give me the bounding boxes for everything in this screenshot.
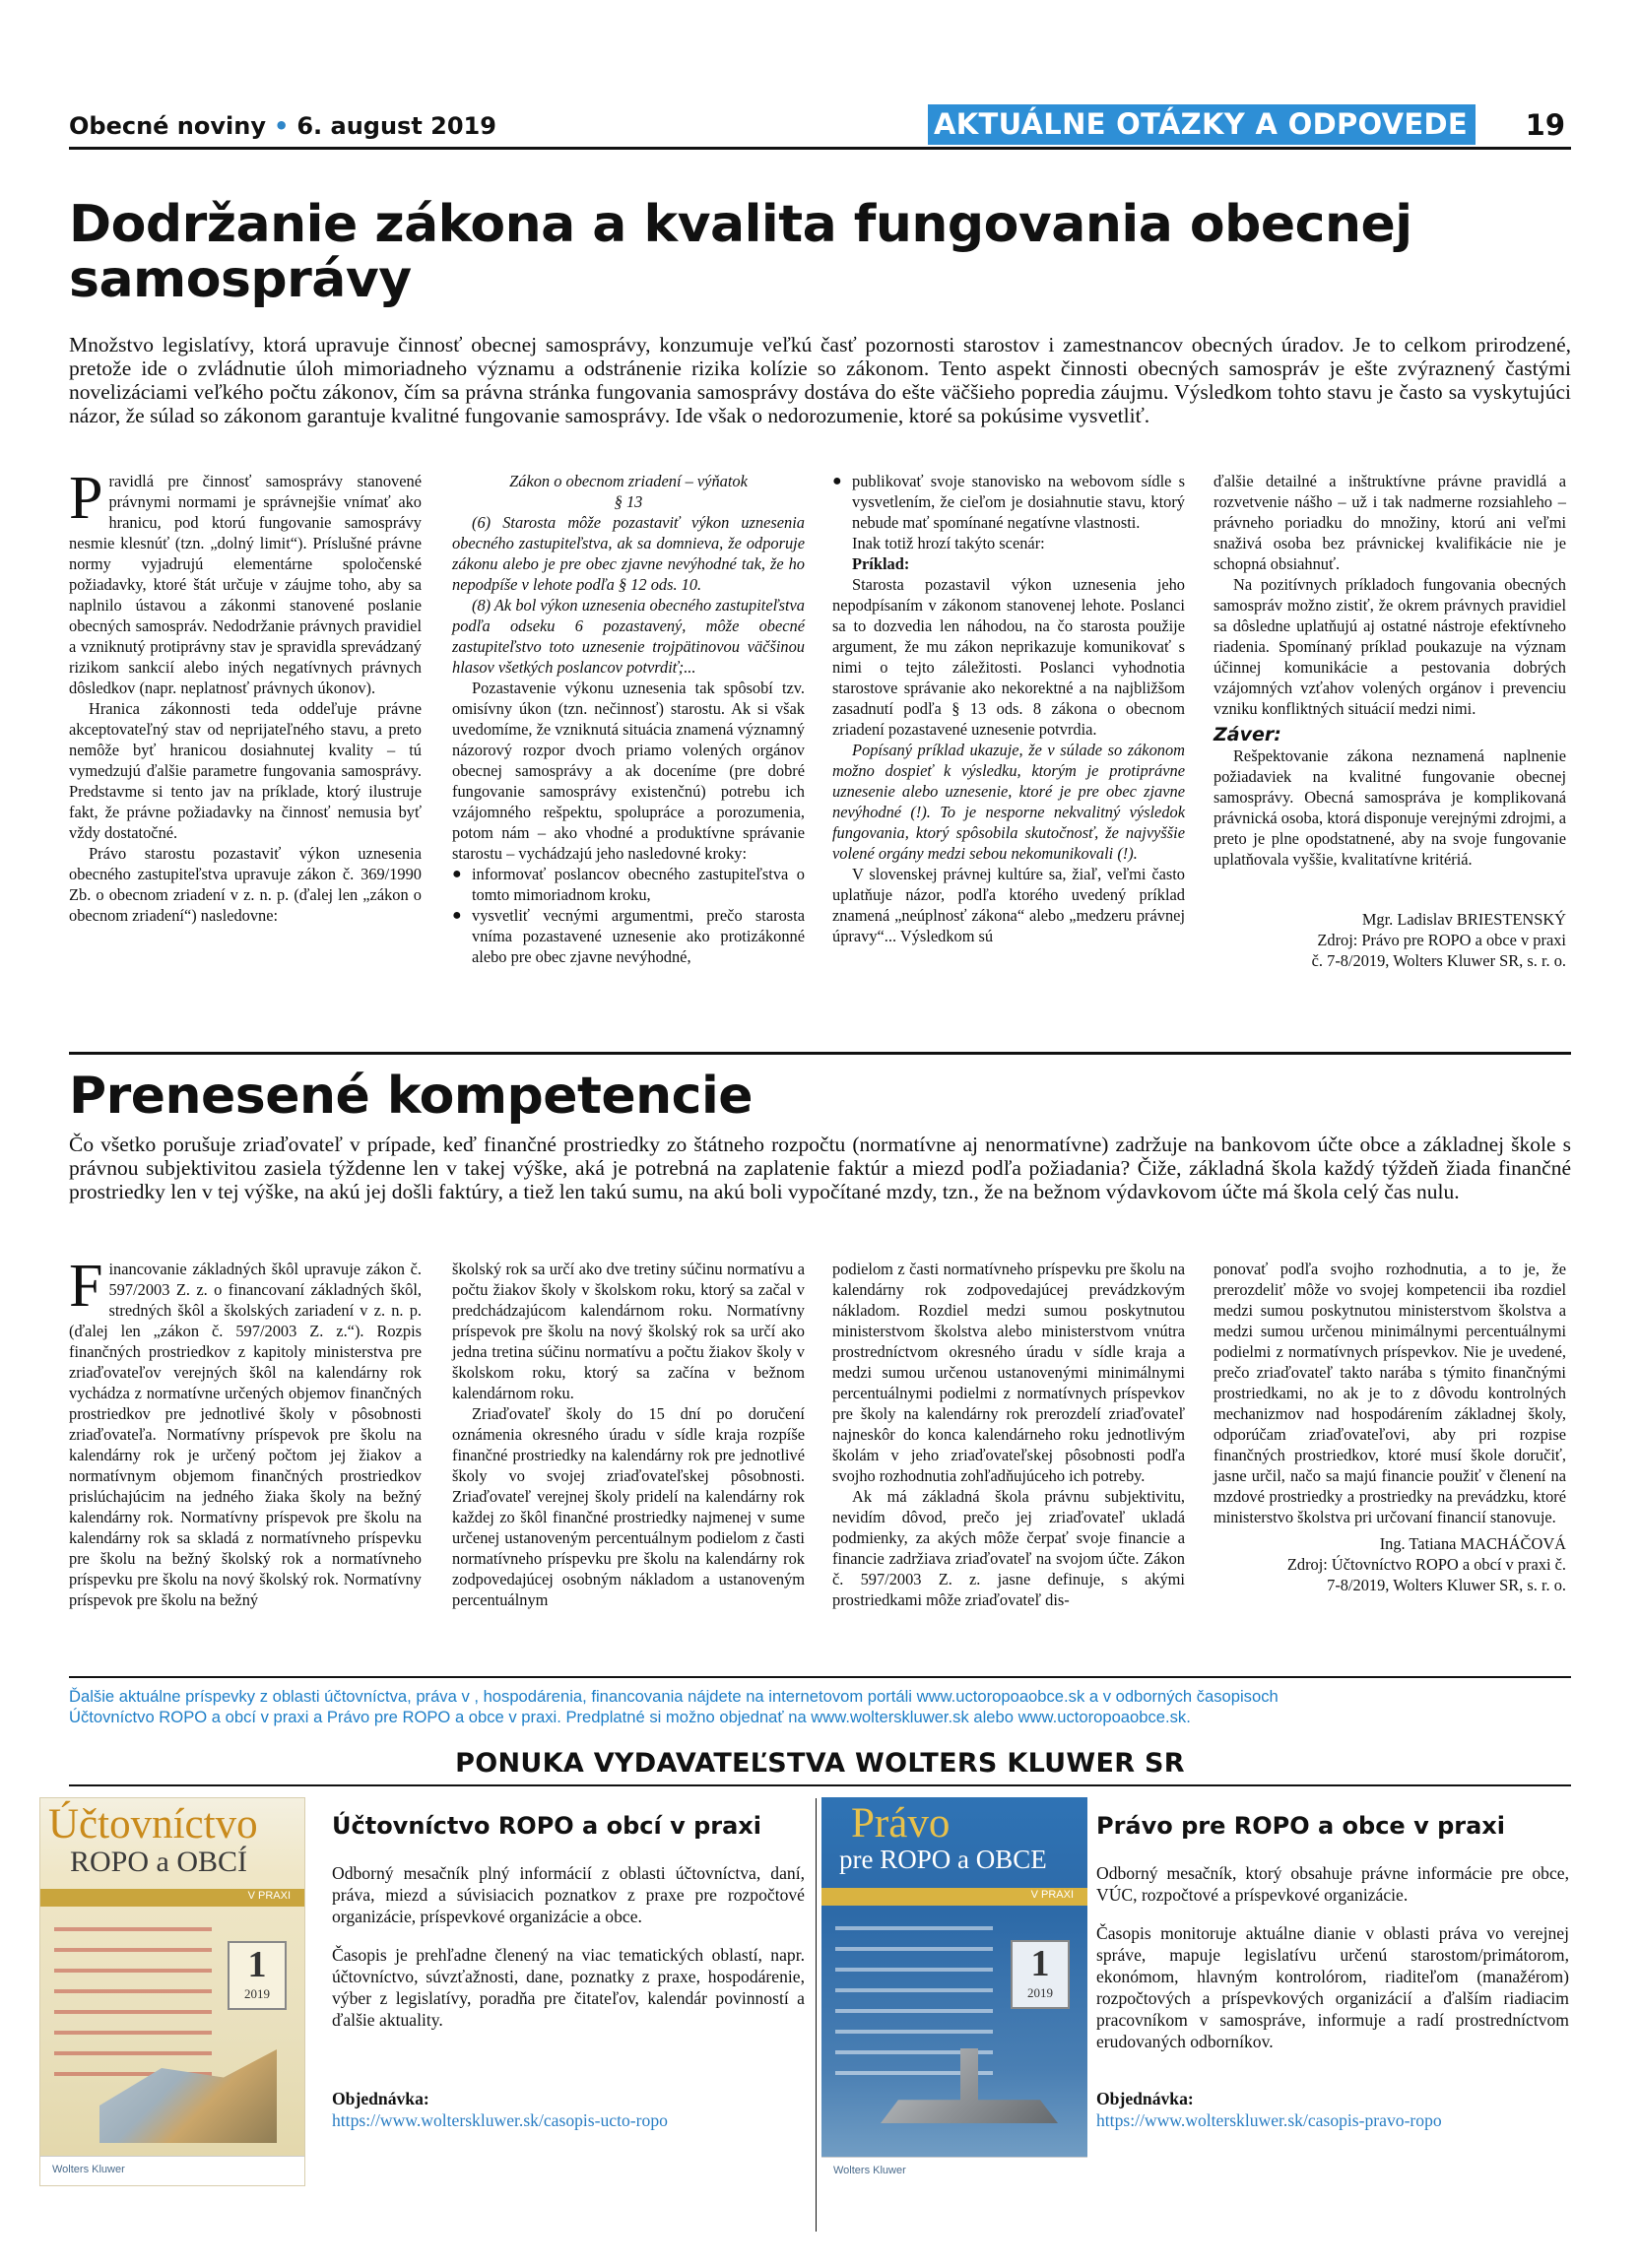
article2-column-4 (1214, 1259, 1566, 1595)
dropcap: F (69, 1253, 103, 1320)
cover-band: V PRAXI (821, 1888, 1087, 1906)
separator-dot: • (273, 112, 290, 140)
order-block (332, 2088, 668, 2131)
paper-name-date (69, 112, 496, 140)
paragraph: Zriaďovateľ školy do 15 dní po doručení oznámenia okresného úradu v sídle kraja rozpíše finančné prostriedky na kalendárny rok pre jednotlivé školy vo svojej zriaďovateľskej pôsobnosti. Zriaďovateľ verejnej školy pridelí na kalendárny rok každej zo škôl finančné prostriedky najmenej v sume určenej ustanoveným percentuálnym podielom z časti normatívneho príspevku pre školu na kalendárny rok zodpovedajúcej osobným nákladom a ustanoveným percentuálnym (452, 1404, 805, 1609)
order-label: Objednávka: (332, 2089, 429, 2108)
paragraph: inancovanie základných škôl upravuje zákon č. 597/2003 Z. z. o financovaní základných škôl, stredných škôl a školských zariadení v z. n. p. (ďalej len „zákon č. 597/2003 Z. z.“). Rozpis finančných prostriedkov z kapitoly ministerstva pre zriaďovateľov verejných škôl na kalendárny rok vychádza z normatívne určených objemov finančných prostriedkov pre jednotlivé školy v pôsobnosti zriaďovateľa. Normatívny príspevok pre školu na kalendárny rok je určený počtom jej žiakov a normatívnym objemom finančných prostriedkov prislúchajúcim na jedného žiaka školy na bežný kalendárny rok. Normatívny príspevok pre školu na kalendárny rok sa skladá z normatívneho príspevku pre školu na bežný školský rok a normatívneho príspevku pre školu na nový školský rok. Normatívny príspevok pre školu na bežný (69, 1260, 422, 1609)
paragraph: Inak totiž hrozí takýto scenár: (852, 534, 1045, 552)
publisher-logo: Wolters Kluwer (52, 2164, 125, 2175)
source: č. 7-8/2019, Wolters Kluwer SR, s. r. o. (1311, 951, 1566, 970)
notice-line: Účtovníctvo ROPO a obcí v praxi a Právo pre ROPO a obce v praxi. Predplatné si možno objednať na www.wolterskluwer.sk alebo www.uctoropoaobce.sk. (69, 1708, 1191, 1726)
paragraph: Ak má základná škola právnu subjektivitu, nevidím dôvod, prečo jej zriaďovateľ ukladá podmienky, za akých môže čerpať svoje financie a financie zadržiava zriaďovateľ na svojom účte. Zákon č. 597/2003 Z. z. jasne definuje, s akými prostriedkami môže zriaďovateľ dis- (832, 1487, 1185, 1609)
cover-band: V PRAXI (40, 1889, 304, 1907)
article2-column-1 (69, 1253, 422, 1610)
offer-column-divider (816, 1798, 817, 2232)
law-quote: (6) Starosta môže pozastaviť výkon uznesenia obecného zastupiteľstva, ak sa domnieva, že odporuje zákonu alebo je pre obec zjavne nevýhodné tak, že ho nepodpíše v lehote podľa § 12 ods. 10. (452, 513, 805, 594)
paragraph: Právo starostu pozastaviť výkon uznesenia obecného zastupiteľstva upravuje zákon č. 369/1990 Zb. o obecnom zriadení v z. n. p. (ďalej len „zákon o obecnom zriadení“) nasledovne: (69, 844, 422, 925)
paragraph: ravidlá pre činnosť samosprávy stanovené právnymi normami je správnejšie vnímať ako hranicu, pod ktorú fungovanie samosprávy nesmie klesnúť (tzn. „dolný limit“). Príslušné právne normy vyjadrujú elementárne spoločenské požiadavky, ktoré štát určuje v záujme toho, aby sa naplnilo ústavou a zákonmi stanovené poslanie obecných samospráv. Nedodržanie právnych pravidiel a vzniknutý protiprávny stav je spravidla sprevádzaný rizikom sankcií alebo iných negatívnych právnych dôsledkov (napr. neplatnosť právnych úkonov). (69, 472, 422, 697)
article2-title: Prenesené kompetencie (69, 1067, 754, 1126)
product-description: Odborný mesačník plný informácií z oblasti účtovníctva, daní, práva, miezd a súvisiacich poznatkov z praxe pre rozpočtové organizácie, príspevkové organizácie a obce. Časopis je prehľadne členený na viac tematických oblastí, napr. účtovníctvo, súvzťažnosti, dane, poznatky z praxe, hospodárenie, výber z legislatívy, poradňa pre čitateľov, kalendár povinností a ďalšie aktuality. (332, 1863, 805, 2030)
product-name: Účtovníctvo ROPO a obcí v praxi (332, 1812, 761, 1840)
source: Zdroj: Účtovníctvo ROPO a obcí v praxi č. (1286, 1555, 1566, 1574)
paragraph: Na pozitívnych príkladoch fungovania obecných samospráv možno zistiť, že okrem právnych pravidiel sa dôsledne uplatňujú aj ostatné nástroje efektívneho riadenia. Spomínaný príklad poukazuje na význam účinnej komunikácie a pestovania dobrých vzájomných vzťahov volených orgánov i prevenciu vzniku konfliktných situácií medzi nimi. (1214, 575, 1566, 718)
paragraph: Rešpektovanie zákona neznamená naplnenie požiadaviek na kvalitné fungovanie obecnej samosprávy. Obecná samospráva je komplikovaná právnická osoba, ktorá disponuje verejnými zdrojmi, a preto je plne opodstatnené, aby na svoje fungovanie uplatňovala vyššie, kvalitatívne kritériá. (1214, 746, 1566, 869)
order-link[interactable]: https://www.wolterskluwer.sk/casopis-pravo-ropo (1096, 2110, 1442, 2130)
section-divider (69, 1052, 1571, 1055)
article2-column-3 (832, 1259, 1185, 1610)
bullet-icon: ● (832, 473, 842, 489)
paragraph: Hranica zákonnosti teda oddeľuje právne akceptovateľný stav od neprijateľného stavu, a preto nemôže byť hranicou dosiahnutej kvality – tú vymedzujú ďalšie parametre fungovania samosprávy. Predstavme si tento jav na príklade, ktorý ilustruje fakt, že právne požiadavky na činnosť nemusia byť vždy dostatočné. (69, 699, 422, 842)
article1-column-1 (69, 465, 422, 926)
cover-subtitle: ROPO a OBCÍ (70, 1846, 248, 1878)
page-number: 19 (1525, 108, 1565, 142)
portal-notice (69, 1686, 1571, 1727)
paragraph: V slovenskej právnej kultúre sa, žiaľ, veľmi často uplatňuje názor, podľa ktorého uvedený príklad znamená „neúplnosť zákona“ alebo „medzeru právnej úpravy“... Výsledkom sú (832, 865, 1185, 945)
author: Mgr. Ladislav BRIESTENSKÝ (1361, 910, 1566, 929)
paragraph: Starosta pozastavil výkon uznesenia jeho nepodpísaním v zákonom stanovenej lehote. Poslanci sa to dozvedia len náhodou, na čo starosta použije argument, že mu zákon neprikazuje komunikovať s nimi o tejto záležitosti. Poslanci vyhodnotia starostove správanie ako nekorektné a na najbližšom zasadnutí podľa § 13 ods. 8 zákona o obecnom zriadení pozastavené uznesenie potvrdia. (832, 575, 1185, 739)
author: Ing. Tatiana MACHÁČOVÁ (1379, 1534, 1566, 1553)
offer-title: PONUKA VYDAVATEĽSTVA WOLTERS KLUWER SR (455, 1748, 1185, 1779)
cover-contents (54, 1920, 212, 2086)
masthead (69, 106, 1571, 150)
paragraph: ponovať podľa svojho rozhodnutia, a to je, že prerozdeliť môže vo svojej kompetencii iba rozdiel medzi sumou poskytnutou ministerstvom školstva a medzi sumou určenou minimálnymi percentuálnymi podielmi z normatívnych príspevkov. Nie je uvedené, prečo zriaďovateľ takto narába s týmito finančnými prostriedkami, no ak je to z dôvodu kontrolných mechanizmov nad hospodárením základnej školy, odporúčam zriaďovateľovi, aby pri rozpise finančných prostriedkov, ktoré musí škole doručiť, jasne určil, načo sa majú financie použiť v členení na mzdové prostriedky a prostriedky na prevádzku, ktoré ministerstvo školstva pri určovaní financií stanovuje. (1214, 1260, 1566, 1526)
offer-divider (69, 1784, 1571, 1786)
article1-lead: Množstvo legislatívy, ktorá upravuje činnosť obecnej samosprávy, konzumuje veľkú časť pozornosti starostov i zamestnancov obecných úradov. Je to celkom prirodzené, pretože ide o zvládnutie úloh mimoriadneho významu a odstránenie rizika kolízie so zákonom. Tento aspekt činnosti obecných samospráv je ešte zvýraznený častými novelizáciami veľkého počtu zákonov, čím sa právna stránka fungovania samosprávy dostáva do ešte väčšieho popredia záujmu. Výsledkom tohto stavu je často sa vyskytujúci názor, že súlad so zákonom garantuje kvalitné fungovanie samosprávy. Ide však o nedorozumenie, ktoré sa pokúsime vysvetliť. (69, 333, 1571, 427)
source: 7-8/2019, Wolters Kluwer SR, s. r. o. (1327, 1576, 1566, 1594)
dropcap: P (69, 465, 103, 532)
article1-column-4 (1214, 471, 1566, 971)
cover-footer (40, 2156, 304, 2185)
paragraph: podielom z časti normatívneho príspevku pre školu na kalendárny rok zodpovedajúcej prevádzkovým nákladom. Rozdiel medzi sumou poskytnutou ministerstvom školstva alebo ministerstvom vnútra prostredníctvom okresného úradu v sídle kraja a medzi sumou určenou ustanovenými minimálnymi percentuálnymi podielmi z normatívnych príspevkov pre školy na kalendárny rok prerozdelí zriaďovateľ najneskôr do konca kalendárneho roku jednotlivým školám v jeho zriaďovateľskej pôsobnosti podľa svojho rozhodnutia zohľadňujúceho ich potreby. (832, 1260, 1185, 1485)
example-label: Príklad: (852, 554, 910, 573)
article2-lead: Čo všetko porušuje zriaďovateľ v prípade, keď finančné prostriedky zo štátneho rozpočtu (normatívne aj nenormatívne) zadržuje na bankovom účte obce a základnej škole s právnou subjektivitou zasiela týždenne len v takej výške, aká je potrebná na zaplatenie faktúr a miezd podľa požiadania? Čiže, základná škola každý týždeň žiada finančné prostriedky len v tej výške, na akú jej došli faktúry, a tiež len takú sumu, na akú boli vypočítané mzdy, tzn., že na bežnom výdavkovom účte má škola celý čas nulu. (69, 1133, 1571, 1203)
order-label: Objednávka: (1096, 2089, 1194, 2108)
cover-subtitle: pre ROPO a OBCE (839, 1845, 1047, 1874)
law-title: Zákon o obecnom zriadení – výňatok (509, 472, 748, 490)
bullet-icon: ● (452, 907, 462, 924)
law-quote: (8) Ak bol výkon uznesenia obecného zastupiteľstva podľa odseku 6 pozastavený, môže obecné zastupiteľstvo toto uznesenie trojpätinovou väčšinou hlasov všetkých poslancov potvrdiť;... (452, 596, 805, 677)
paragraph: Pozastavenie výkonu uznesenia tak spôsobí tzv. omisívny úkon (tzn. nečinnosť) starostu. Ak si však uvedomíme, že vzniknutá situácia znamená významný názorový rozpor dvoch priamo volených orgánov obecnej samosprávy a ak doceníme (pre dobré fungovanie samosprávy existenčnú) potrebu ich vzájomného rešpektu, spolupráce a porozumenia, potom nám – ako vhodné a produktívne správanie starostu – vychádzajú jeho nasledovné kroky: (452, 679, 805, 863)
magazine-cover-pravo (821, 1797, 1087, 2186)
bullet-icon: ● (452, 866, 462, 882)
cover-issue-number: 1 2019 (1011, 1940, 1070, 2009)
article1-column-2 (452, 471, 805, 967)
cover-footer (821, 2157, 1087, 2186)
article1-title: Dodržanie zákona a kvalita fungovania obecnej samosprávy (69, 195, 1412, 309)
publisher-logo: Wolters Kluwer (833, 2165, 906, 2176)
article1-column-3 (832, 471, 1185, 946)
cover-issue-number: 1 2019 (228, 1941, 287, 2010)
cover-title: Právo (851, 1800, 951, 1847)
paragraph: Popísaný príklad ukazuje, že v súlade so zákonom možno dospieť k výsledku, ktorým je protiprávne uznesenie alebo uznesenie, ktoré je pre obec zjavne nevýhodné (!). To je nesporne nekvalitný výsledok fungovania, ktorý spôsobila skutočnosť, že najvyššie volené orgány medzi sebou nekomunikovali (!). (832, 741, 1185, 863)
order-block (1096, 2088, 1442, 2131)
paper-name: Obecné noviny (69, 112, 266, 140)
article2-column-2 (452, 1259, 805, 1610)
bullet-item: ● vysvetliť vecnými argumentmi, prečo starosta vníma pozastavené uznesenie ako protizákonné alebo pre obec zjavne nevýhodné, (452, 906, 805, 966)
section-label: AKTUÁLNE OTÁZKY A ODPOVEDE (928, 104, 1476, 145)
magazine-cover-ucto (39, 1797, 305, 2186)
bullet-item: ● publikovať svoje stanovisko na webovom sídle s vysvetlením, že cieľom je dosiahnutie stavu, ktorý nebude mať spomínané negatívne vlastnosti. (832, 472, 1185, 532)
cover-title: Účtovníctvo (48, 1801, 258, 1847)
source: Zdroj: Právo pre ROPO a obce v praxi (1317, 931, 1566, 949)
product-description: Odborný mesačník, ktorý obsahuje právne informácie pre obce, VÚC, rozpočtové a príspevkové organizácie. Časopis monitoruje aktuálne dianie v oblasti práva vo verejnej správe, mapuje legislatívu určenú starostom/primátorom, ekonómom, hlavným kontrolórom, riaditeľom (manažérom) rozpočtových a príspevkových organizácií a ďalším riadiacim pracovníkom v samospráve, informuje a radí prostredníctvom erudovaných odborníkov. (1096, 1863, 1569, 2051)
conclusion-label: Záver: (1214, 724, 1281, 745)
paragraph: školský rok sa určí ako dve tretiny súčinu normatívu a počtu žiakov školy v školskom roku, ktorý sa začal v predchádzajúcom kalendárnom roku. Normatívny príspevok pre školu na nový školský rok sa určí ako jedna tretina súčinu normatívu a počtu žiakov školy v školskom roku, ktorý sa začína v bežnom kalendárnom roku. (452, 1260, 805, 1402)
product-name: Právo pre ROPO a obce v praxi (1096, 1812, 1505, 1840)
order-link[interactable]: https://www.wolterskluwer.sk/casopis-ucto-ropo (332, 2110, 668, 2130)
section-divider (69, 1676, 1571, 1678)
law-paragraph-number: § 13 (614, 492, 643, 511)
paragraph: ďalšie detailné a inštruktívne právne pravidlá a rozvetvenie nášho – už i tak nadmerne rozsiahleho – právneho poriadku do množiny, ktorú ani veľmi snaživá osoba bez právnickej kvalifikácie nie je schopná obsiahnuť. (1214, 472, 1566, 573)
notice-line: Ďalšie aktuálne príspevky z oblasti účtovníctva, práva v , hospodárenia, financovania nájdete na internetovom portáli www.uctoropoaobce.sk a v odborných časopisoch (69, 1687, 1279, 1706)
bullet-item: ● informovať poslancov obecného zastupiteľstva o tomto mimoriadnom kroku, (452, 865, 805, 904)
issue-date: 6. august 2019 (296, 112, 496, 140)
